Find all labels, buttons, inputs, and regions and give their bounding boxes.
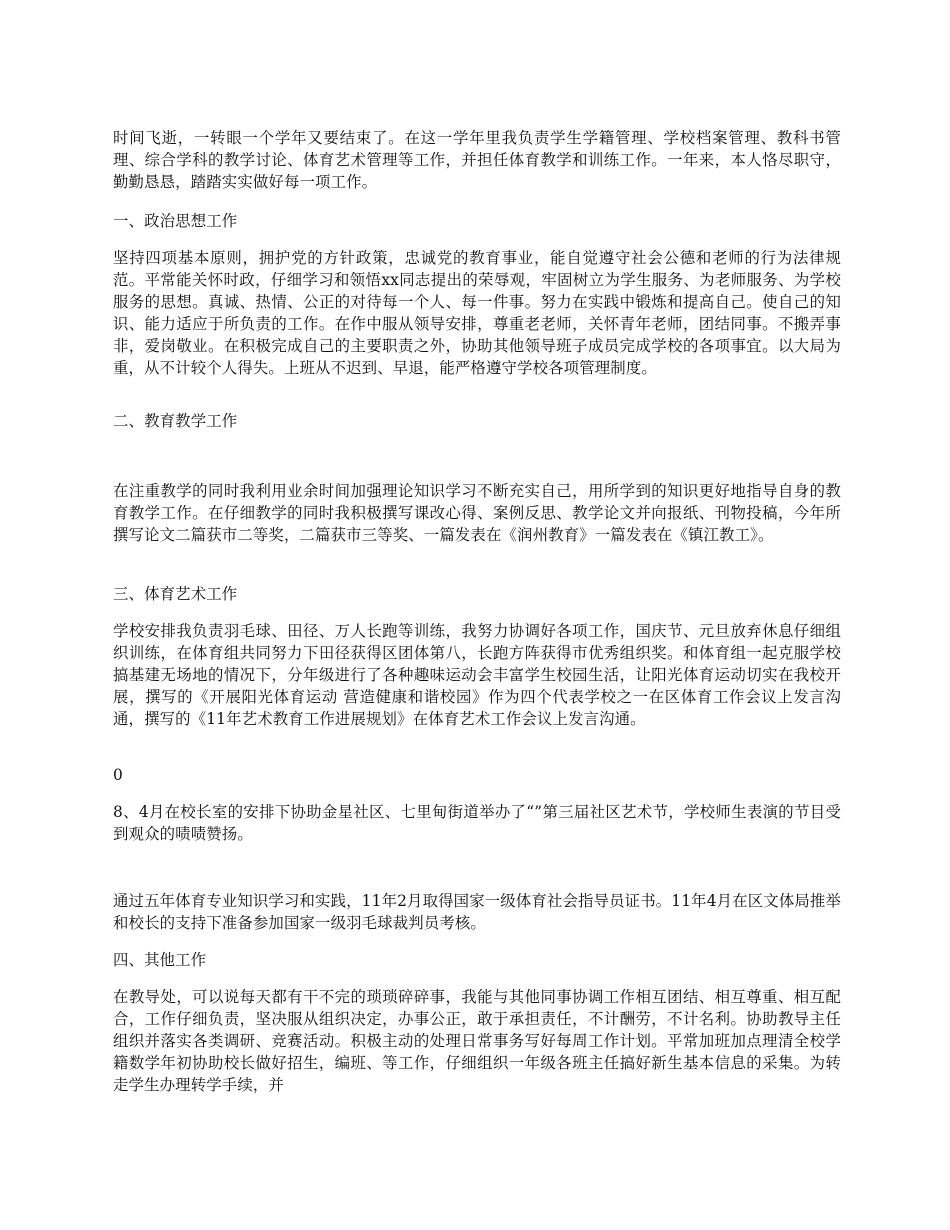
section-heading-sports-arts: 三、体育艺术工作 (113, 585, 238, 603)
certificate-paragraph: 通过五年体育专业知识学习和实践，11年2月取得国家一级体育社会指导员证书。11年4月在区文体局推举和校长的支持下准备参加国家一级羽毛球裁判员考核。 (113, 892, 841, 932)
zero-line: 0 (113, 766, 123, 784)
other-work-paragraph: 在教导处，可以说每天都有干不完的琐琐碎碎事，我能与其他同事协调工作相互团结、相互尊重、相互配合，工作仔细负责，坚决服从组织决定，办事公正，敢于承担责任，不计酬劳，不计名利。协助教导主任组织并落实各类调研、竞赛活动。积极主动的处理日常事务写好每周工作计划。平常加班加点理清全校学籍数学年初协助校长做好招生，编班、等工作，仔细组织一年级各班主任搞好新生基本信息的采集。为转走学生办理转学手续，并 (113, 988, 841, 1094)
sports-arts-paragraph: 学校安排我负责羽毛球、田径、万人长跑等训练，我努力协调好各项工作，国庆节、元旦放弃休息仔细组织训练，在体育组共同努力下田径获得区团体第八，长跑方阵获得市优秀组织奖。和体育组一起克服学校搞基建无场地的情况下，分年级进行了各种趣味运动会丰富学生校园生活，让阳光体育运动切实在我校开展，撰写的《开展阳光体育运动 营造健康和谐校园》作为四个代表学校之一在区体育工作会议上发言沟通，撰写的《11年艺术教育工作进展规划》在体育艺术工作会议上发言沟通。 (113, 622, 841, 728)
section-heading-other-work: 四、其他工作 (113, 951, 207, 969)
section-heading-politics: 一、政治思想工作 (113, 212, 238, 230)
intro-paragraph: 时间飞逝，一转眼一个学年又要结束了。在这一学年里我负责学生学籍管理、学校档案管理、教科书管理、综合学科的教学讨论、体育艺术管理等工作，并担任体育教学和训练工作。一年来，本人恪尽职守，勤勤恳恳，踏踏实实做好每一项工作。 (113, 129, 841, 191)
art-festival-paragraph: 8、4月在校长室的安排下协助金星社区、七里甸街道举办了“”第三届社区艺术节，学校师生表演的节目受到观众的啧啧赞扬。 (113, 803, 841, 843)
section-heading-teaching: 二、教育教学工作 (113, 412, 238, 430)
teaching-paragraph: 在注重教学的同时我利用业余时间加强理论知识学习不断充实自己，用所学到的知识更好地指导自身的教育教学工作。在仔细教学的同时我积极撰写课改心得、案例反思、教学论文并向报纸、刊物投稿，今年所撰写论文二篇获市二等奖，二篇获市三等奖、一篇发表在《润州教育》一篇发表在《镇江教工》。 (113, 482, 841, 544)
politics-paragraph: 坚持四项基本原则，拥护党的方针政策，忠诚党的教育事业，能自觉遵守社会公德和老师的行为法律规范。平常能关怀时政，仔细学习和领悟xx同志提出的荣辱观，牢固树立为学生服务、为老师服务、为学校服务的思想。真诚、热情、公正的对待每一个人、每一件事。努力在实践中锻炼和提高自己。使自己的知识、能力适应于所负责的工作。在作中服从领导安排，尊重老老师，关怀青年老师，团结同事。不搬弄事非，爱岗敬业。在积极完成自己的主要职责之外，协助其他领导班子成员完成学校的各项事宜。以大局为重，从不计较个人得失。上班从不迟到、早退，能严格遵守学校各项管理制度。 (113, 249, 841, 377)
